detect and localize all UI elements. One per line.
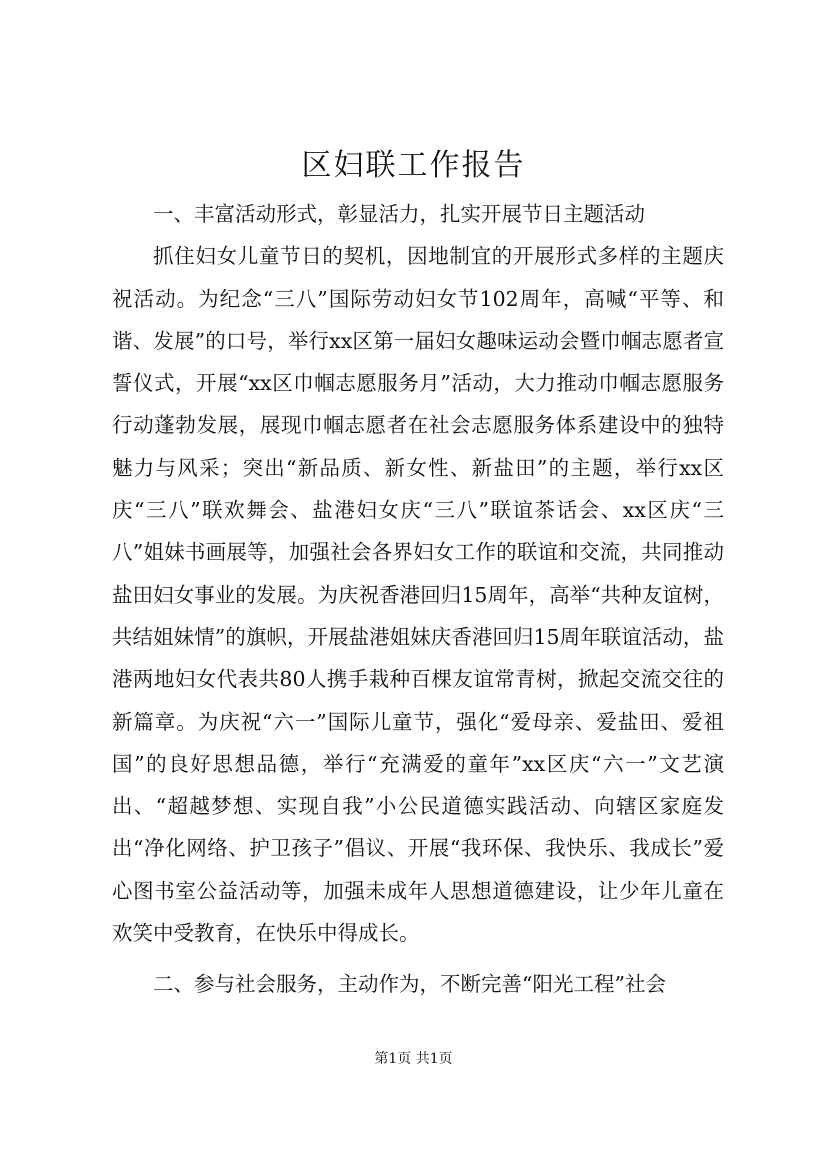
document-body [112, 193, 724, 1006]
body-paragraph: 抓住妇女儿童节日的契机，因地制宜的开展形式多样的主题庆祝活动。为纪念“三八”国际劳动妇女节102周年，高喊“平等、和谐、发展”的口号，举行xx区第一届妇女趣味运动会暨巾帼志愿者宣誓仪式，开展“xx区巾帼志愿服务月”活动，大力推动巾帼志愿服务行动蓬勃发展，展现巾帼志愿者在社会志愿服务体系建设中的独特魅力与风采；突出“新品质、新女性、新盐田”的主题，举行xx区庆“三八”联欢舞会、盐港妇女庆“三八”联谊茶话会、xx区庆“三八”姐妹书画展等，加强社会各界妇女工作的联谊和交流，共同推动盐田妇女事业的发展。为庆祝香港回归15周年，高举“共种友谊树，共结姐妹情”的旗帜，开展盐港姐妹庆香港回归15周年联谊活动，盐港两地妇女代表共80人携手栽种百棵友谊常青树，掀起交流交往的新篇章。为庆祝“六一”国际儿童节，强化“爱母亲、爱盐田、爱祖国”的良好思想品德，举行“充满爱的童年”xx区庆“六一”文艺演出、“超越梦想、实现自我”小公民道德实践活动、向辖区家庭发出“净化网络、护卫孩子”倡议、开展“我环保、我快乐、我成长”爱心图书室公益活动等，加强未成年人思想道德建设，让少年儿童在欢笑中受教育，在快乐中得成长。 [112, 244, 724, 946]
section-heading-2: 二、参与社会服务，主动作为，不断完善“阳光工程”社会 [153, 972, 666, 997]
document-title: 区妇联工作报告 [301, 148, 526, 183]
section-heading-1: 一、丰富活动形式，彰显活力，扎实开展节日主题活动 [153, 202, 645, 226]
page-footer: 第1页 共1页 [374, 1051, 453, 1067]
